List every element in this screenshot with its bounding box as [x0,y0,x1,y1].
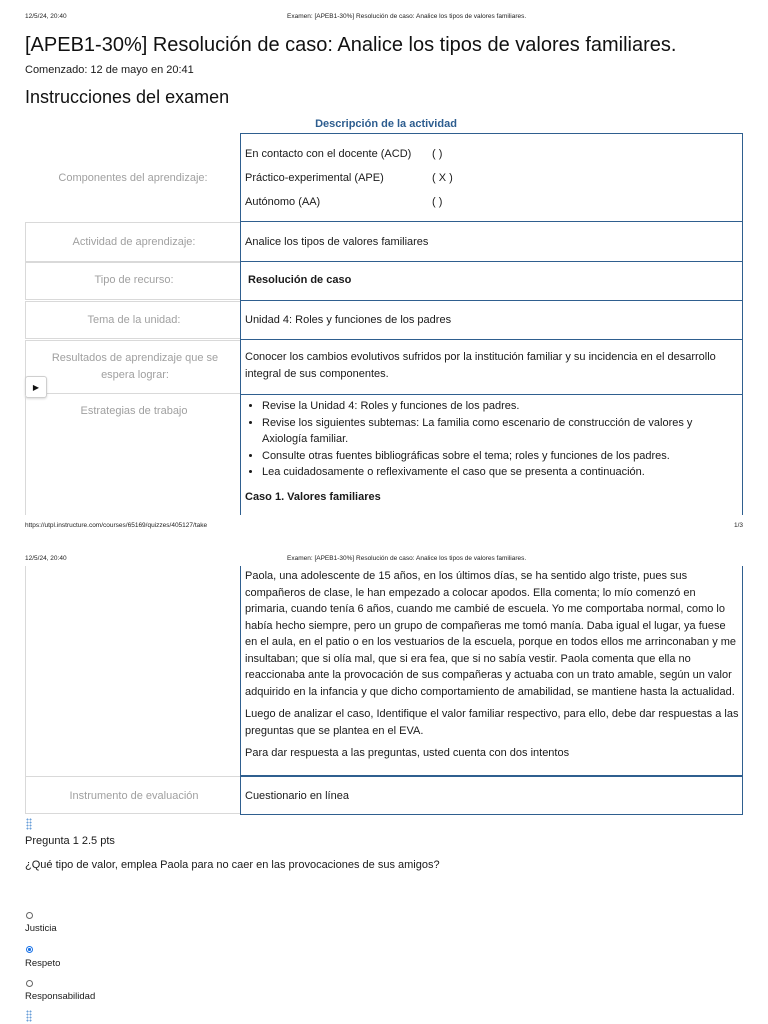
print-footer-page: 1/3 [734,522,744,529]
print-header-datetime: 12/5/24, 20:40 [25,13,67,20]
component-acd: En contacto con el docente (ACD) [245,148,412,160]
resource-value: Resolución de caso [248,274,352,286]
question-header: Pregunta 1 2.5 pts [25,835,115,847]
page-title: [APEB1-30%] Resolución de caso: Analice los tipos de valores familiares. [25,34,677,56]
row-strategies-value-cell [240,394,743,515]
strategy-item: • Lea cuidadosamente o reflexivamente el caso que se presenta a continuación. [262,464,732,481]
row-components-label-cell [25,134,241,221]
component-ape-mark: ( X ) [432,172,453,184]
row-strategies-label-cell [25,395,241,515]
strategy-item: • Revise la Unidad 4: Roles y funciones de los padres. [262,398,732,415]
component-acd-mark: ( ) [432,148,443,160]
option-radio-responsabilidad[interactable] [26,980,33,987]
option-label-responsabilidad[interactable]: Responsabilidad [25,991,96,1002]
row-components-value-cell [240,133,743,222]
resource-label: Tipo de recurso: [94,274,174,286]
row-strategies-label-cell-continued [25,566,241,776]
row-activity-value-cell [240,221,743,262]
case-text: Paola, una adolescente de 15 años, en los últimos días, se ha sentido algo triste, pues sus compañeros de clase, le han empezado a colocar apodos. Ella comenta; lo mío comenzó en primaria, cuando tenía 6 años, cuando me cambié de escuela. Yo me comportaba normal, como lo había hecho siempre, pero un grupo de compañeras me tomó manía. Daba igual el lugar, ya fuese en el aula, en el patio o en los vestuarios de la escuela, porque en todos ellos me arrinconaban y me insultaban; que si olía mal, que si era fea, que si no sabía vestir. Paola comenta que ella no reaccionaba ante la provocación de sus compañeras y actuaba con un trato amable, según un valor adquirido en la infancia y que dicho comportamiento de amabilidad, se mantiene hasta la actualidad. [245,570,737,698]
strategy-item: • Revise los siguientes subtemas: La familia como escenario de construcción de valores y Axiología familiar. [262,415,732,448]
row-strategies-value-cell-continued [240,566,743,776]
option-label-justicia[interactable]: Justicia [25,923,57,934]
strategy-item: • Consulte otras fuentes bibliográficas sobre el tema; roles y funciones de los padres. [262,448,732,465]
component-aa-mark: ( ) [432,196,443,208]
row-activity-label-cell [25,222,241,262]
question-text: ¿Qué tipo de valor, emplea Paola para no caer en las provocaciones de sus amigos? [25,859,440,871]
strategies-label: Estrategias de trabajo [80,405,188,417]
row-resource-label-cell [25,262,241,300]
option-label-respeto[interactable]: Respeto [25,958,61,969]
case-instruction: Luego de analizar el caso, Identifique el valor familiar respectivo, para ello, debe dar respuestas a las preguntas que se plantea en el EVA. [245,708,739,737]
instrument-label: Instrumento de evaluación [69,790,199,802]
activity-value: Analice los tipos de valores familiares [245,236,429,248]
unit-value: Unidad 4: Roles y funciones de los padres [245,314,452,326]
row-instrument-label-cell [25,776,241,814]
component-aa: Autónomo (AA) [245,196,321,208]
option-radio-respeto[interactable] [26,946,33,953]
row-unit-label-cell [25,301,241,339]
instructions-heading: Instrucciones del examen [25,87,230,107]
row-resource-value-cell [240,261,743,301]
row-results-label-cell [25,340,241,394]
drag-handle-icon[interactable] [26,1010,32,1022]
components-label: Componentes del aprendizaje: [58,172,208,184]
results-label: Resultados de aprendizaje que se espera lograr: [51,352,219,381]
case-title: Caso 1. Valores familiares [245,491,381,503]
row-instrument-value-cell [240,776,743,815]
results-value: Conocer los cambios evolutivos sufridos por la institución familiar y su incidencia en el desarrollo integral de sus componentes. [245,351,716,380]
instrument-value: Cuestionario en línea [245,790,349,802]
started-timestamp: Comenzado: 12 de mayo en 20:41 [25,64,194,76]
activity-label: Actividad de aprendizaje: [72,236,196,248]
drag-handle-icon[interactable] [26,818,32,830]
option-radio-justicia[interactable] [26,912,33,919]
case-attempts: Para dar respuesta a las preguntas, usted cuenta con dos intentos [245,747,570,759]
case-body [245,568,739,768]
play-triangle-icon: ▶ [32,382,40,392]
print-header-title-2: Examen: [APEB1-30%] Resolución de caso: Analice los tipos de valores familiares. [287,555,527,562]
table-caption: Descripción de la actividad [315,118,457,130]
strategies-list [245,398,732,481]
print-header-datetime-2: 12/5/24, 20:40 [25,555,67,562]
print-footer-url: https://utpl.instructure.com/courses/65169/quizzes/405127/take [25,522,208,529]
row-unit-value-cell [240,300,743,340]
print-header-title: Examen: [APEB1-30%] Resolución de caso: Analice los tipos de valores familiares. [287,13,527,20]
row-results-value-cell [240,339,743,395]
component-ape: Práctico-experimental (APE) [245,172,384,184]
unit-label: Tema de la unidad: [87,314,181,326]
